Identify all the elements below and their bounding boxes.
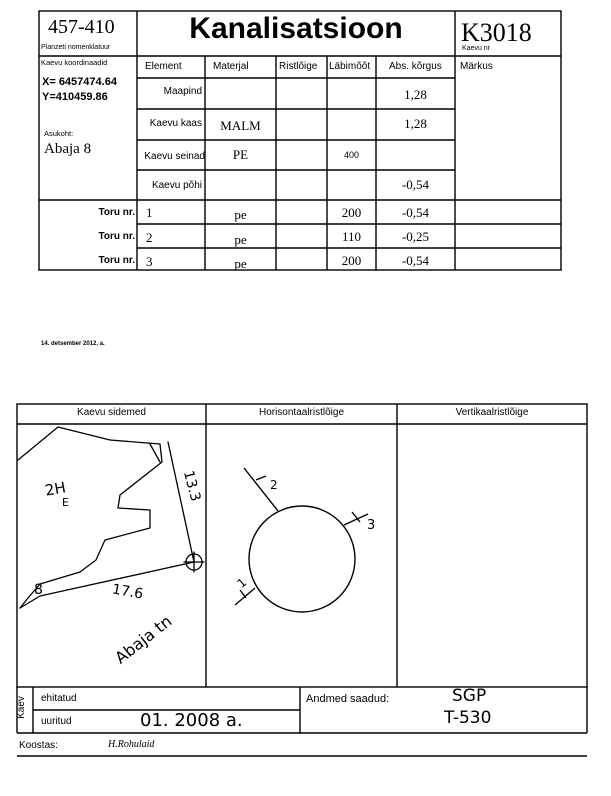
row-abs: 1,28 xyxy=(404,87,427,102)
coords-caption: Kaevu koordinaadid xyxy=(41,58,108,67)
pipe-3-label: 3 xyxy=(367,518,376,533)
row-element: Kaevu põhi xyxy=(151,180,202,191)
col-header-element: Element xyxy=(145,61,182,72)
coord-x: X= 6457474.64 xyxy=(42,76,117,88)
street-label: Abaja tn xyxy=(111,611,176,668)
source-value-1: SGP xyxy=(452,686,487,706)
well-number-caption: Kaevu nr xyxy=(462,45,491,52)
row-material: MALM xyxy=(220,118,261,133)
surveyed-label: uuritud xyxy=(41,716,72,727)
pipe-material: pe xyxy=(234,256,247,271)
row-diameter: 400 xyxy=(343,150,360,160)
pipe-diameter: 200 xyxy=(341,205,362,220)
col-header-section: Ristlõige xyxy=(279,61,318,72)
pipe-diameter: 200 xyxy=(341,253,362,268)
distance-bottom-label: 17.6 xyxy=(110,581,145,603)
col-header-diameter: Läbimõõt xyxy=(329,61,371,72)
pipe-abs: -0,25 xyxy=(401,229,430,244)
corner-label: 8 xyxy=(34,582,43,598)
pipe-label: Toru nr. xyxy=(98,207,135,218)
col-header-material: Materjal xyxy=(213,61,249,72)
pipe-abs: -0,54 xyxy=(401,205,430,220)
surveyed-value: 01. 2008 a. xyxy=(140,710,243,731)
location-value: Abaja 8 xyxy=(44,141,92,157)
nomenclature-value: 457-410 xyxy=(48,16,115,38)
row-element: Kaevu kaas xyxy=(149,118,202,129)
building-sub-label: E xyxy=(62,496,69,509)
author-label: Koostas: xyxy=(19,740,58,751)
pipe-label: Toru nr. xyxy=(98,255,135,266)
building-label: 2H xyxy=(43,478,68,500)
sketch-header-vertical: Vertikaalristlõige xyxy=(455,407,529,418)
built-label: ehitatud xyxy=(41,693,77,704)
pipe-material: pe xyxy=(234,207,247,222)
distance-top-label: 13.3 xyxy=(179,468,204,504)
row-element: Maapind xyxy=(163,86,202,97)
pipe-2-label: 2 xyxy=(270,478,278,492)
source-label: Andmed saadud: xyxy=(306,693,390,705)
row-material: PE xyxy=(232,147,249,162)
col-header-remark: Märkus xyxy=(460,61,493,72)
nomenclature-caption: Planzeti nomenklatuur xyxy=(41,44,111,51)
row-abs: -0,54 xyxy=(401,177,430,192)
pipe-number: 2 xyxy=(146,230,153,245)
coord-y: Y=410459.86 xyxy=(42,91,108,103)
pipe-diameter: 110 xyxy=(341,229,362,244)
document-date: 14. detsember 2012. a. xyxy=(41,341,105,347)
page-title: Kanalisatsioon xyxy=(189,12,403,45)
row-element: Kaevu seinad xyxy=(144,151,205,162)
pipe-label: Toru nr. xyxy=(98,231,135,242)
pipe-material: pe xyxy=(234,232,247,247)
well-number: K3018 xyxy=(461,18,532,47)
location-caption: Asukoht: xyxy=(44,129,74,138)
pipe-number: 3 xyxy=(146,254,153,269)
pipe-1-label: 1 xyxy=(234,575,250,591)
row-abs: 1,28 xyxy=(404,116,427,131)
pipe-abs: -0,54 xyxy=(401,253,430,268)
col-header-abs: Abs. kõrgus xyxy=(389,61,442,72)
pipe-cross-section xyxy=(235,468,368,612)
sketch-header-connections: Kaevu sidemed xyxy=(77,407,146,418)
pipe-number: 1 xyxy=(146,205,153,220)
source-value-2: T-530 xyxy=(444,708,492,728)
kaev-label: Kaev xyxy=(15,696,27,719)
author-value: H.Rohulaid xyxy=(108,739,155,750)
sketch-header-horizontal: Horisontaalristlõige xyxy=(258,407,345,418)
